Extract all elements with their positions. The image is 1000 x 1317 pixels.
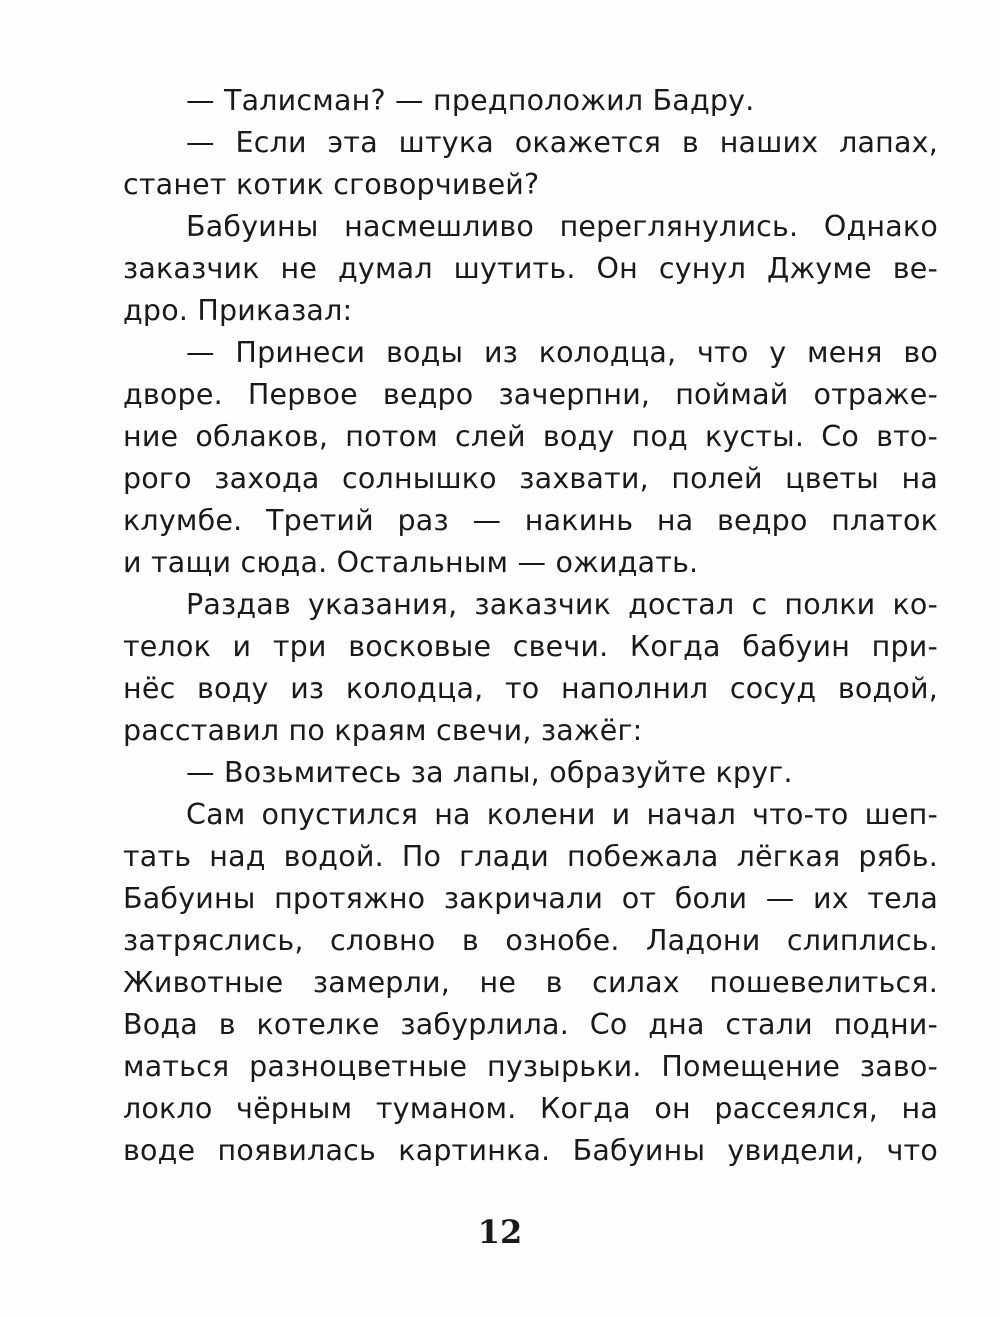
text-line: Вода в котелке забурлила. Со дна стали подни-	[123, 1008, 938, 1041]
page-number: 12	[477, 1213, 523, 1251]
text-line: станет котик сговорчивей?	[123, 168, 540, 201]
text-line: Бабуины протяжно закричали от боли — их тела	[123, 882, 938, 915]
text-line: рого захода солнышко захвати, полей цветы на	[123, 462, 938, 495]
text-line: дро. Приказал:	[123, 294, 353, 327]
text-line: дворе. Первое ведро зачерпни, поймай отраже-	[123, 378, 938, 411]
text-line: тать над водой. По глади побежала лёгкая рябь.	[123, 840, 938, 873]
text-line: — Талисман? — предположил Бадру.	[186, 84, 755, 117]
text-line: — Возьмитесь за лапы, образуйте круг.	[186, 756, 793, 789]
text-line: маться разноцветные пузырьки. Помещение заво-	[123, 1050, 938, 1083]
text-line: расставил по краям свечи, зажёг:	[123, 714, 643, 747]
text-line: ние облаков, потом слей воду под кусты. Со вто-	[123, 420, 938, 453]
text-line: локло чёрным туманом. Когда он рассеялся, на	[123, 1092, 938, 1125]
text-line: клумбе. Третий раз — накинь на ведро платок	[123, 504, 938, 537]
text-line: — Принеси воды из колодца, что у меня во	[186, 336, 938, 369]
text-line: заказчик не думал шутить. Он сунул Джуме ве-	[123, 252, 938, 285]
body-text	[123, 80, 938, 1172]
text-line: воде появилась картинка. Бабуины увидели, что	[123, 1134, 938, 1167]
text-line: Раздав указания, заказчик достал с полки ко-	[186, 588, 938, 621]
text-line: Бабуины насмешливо переглянулись. Однако	[186, 210, 938, 243]
text-line: Сам опустился на колени и начал что-то шеп-	[186, 798, 938, 831]
text-line: и тащи сюда. Остальным — ожидать.	[123, 546, 699, 579]
text-line: телок и три восковые свечи. Когда бабуин при-	[123, 630, 938, 663]
text-line: затряслись, словно в ознобе. Ладони слиплись.	[123, 924, 938, 957]
text-line: Животные замерли, не в силах пошевелиться.	[123, 966, 938, 999]
text-line: — Если эта штука окажется в наших лапах,	[186, 126, 938, 159]
text-line: нёс воду из колодца, то наполнил сосуд водой,	[123, 672, 938, 705]
